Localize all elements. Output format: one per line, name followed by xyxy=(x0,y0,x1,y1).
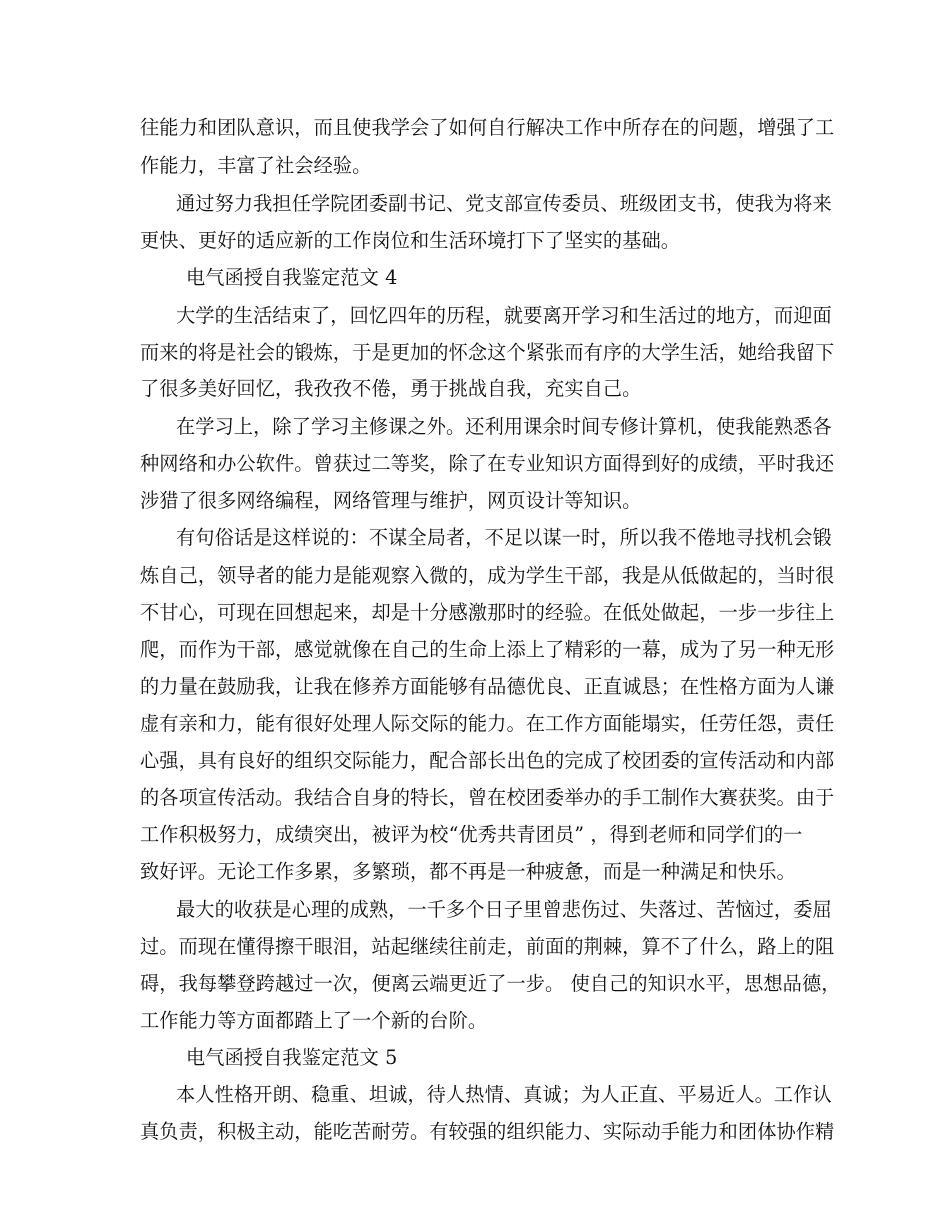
paragraph-start: 最大的收获是心理的成熟，一千多个日子里曾悲伤过、失落过、苦恼过，委屈 xyxy=(176,898,832,921)
text-line: 工作能力等方面都踏上了一个新的台阶。 xyxy=(140,1009,488,1032)
text-line: 心强，具有良好的组织交际能力，配合部长出色的完成了校团委的宣传活动和内部 xyxy=(140,749,835,772)
text-line: 过。而现在懂得擦干眼泪，站起继续往前走，前面的荆棘，算不了什么，路上的阻 xyxy=(140,935,835,958)
paragraph-start: 有句俗话是这样说的：不谋全局者，不足以谋一时，所以我不倦地寻找机会锻 xyxy=(176,526,832,549)
section-heading: 电气函授自我鉴定范文 4 xyxy=(186,266,398,289)
text-line: 涉猎了很多网络编程，网络管理与维护，网页设计等知识。 xyxy=(140,489,642,512)
text-line: 更快、更好的适应新的工作岗位和生活环境打下了坚实的基础。 xyxy=(140,229,681,252)
text-line: 致好评。无论工作多累，多繁琐，都不再是一种疲惫，而是一种满足和快乐。 xyxy=(140,860,796,883)
text-line: 而来的将是社会的锻炼，于是更加的怀念这个紧张而有序的大学生活，她给我留下 xyxy=(140,341,835,364)
text-line: 种网络和办公软件。曾获过二等奖，除了在专业知识方面得到好的成绩，平时我还 xyxy=(140,452,835,475)
text-line: 了很多美好回忆，我孜孜不倦，勇于挑战自我，充实自己。 xyxy=(140,377,642,400)
text-line: 虚有亲和力，能有很好处理人际交际的能力。在工作方面能塌实，任劳任怨，责任 xyxy=(140,712,835,735)
text-line: 碍，我每攀登跨越过一次，便离云端更近了一步。 使自己的知识水平，思想品德， xyxy=(140,972,841,995)
text-line: 的各项宣传活动。我结合自身的特长，曾在校团委举办的手工制作大赛获奖。由于 xyxy=(140,786,835,809)
paragraph-start: 大学的生活结束了，回忆四年的历程，就要离开学习和生活过的地方，而迎面 xyxy=(176,304,832,327)
paragraph-start: 本人性格开朗、稳重、坦诚，待人热情、真诚；为人正直、平易近人。工作认 xyxy=(176,1083,832,1106)
section-heading: 电气函授自我鉴定范文 5 xyxy=(186,1046,398,1069)
text-line: 工作积极努力，成绩突出，被评为校“优秀共青团员” ，得到老师和同学们的一 xyxy=(140,823,803,846)
text-line: 不甘心，可现在回想起来，却是十分感激那时的经验。在低处做起，一步一步往上 xyxy=(140,601,835,624)
paragraph-start: 在学习上，除了学习主修课之外。还利用课余时间专修计算机，使我能熟悉各 xyxy=(176,415,832,438)
text-line: 的力量在鼓励我，让我在修养方面能够有品德优良、正直诚恳；在性格方面为人谦 xyxy=(140,675,835,698)
text-line: 炼自己，领导者的能力是能观察入微的，成为学生干部，我是从低做起的，当时很 xyxy=(140,564,835,587)
text-line: 真负责，积极主动，能吃苦耐劳。有较强的组织能力、实际动手能力和团体协作精 xyxy=(140,1120,835,1143)
text-line: 作能力，丰富了社会经验。 xyxy=(140,154,372,177)
text-line: 爬，而作为干部，感觉就像在自己的生命上添上了精彩的一幕，成为了另一种无形 xyxy=(140,638,835,661)
paragraph-start: 通过努力我担任学院团委副书记、党支部宣传委员、班级团支书，使我为将来 xyxy=(176,192,832,215)
text-line: 往能力和团队意识，而且使我学会了如何自行解决工作中所存在的问题，增强了工 xyxy=(140,116,835,139)
